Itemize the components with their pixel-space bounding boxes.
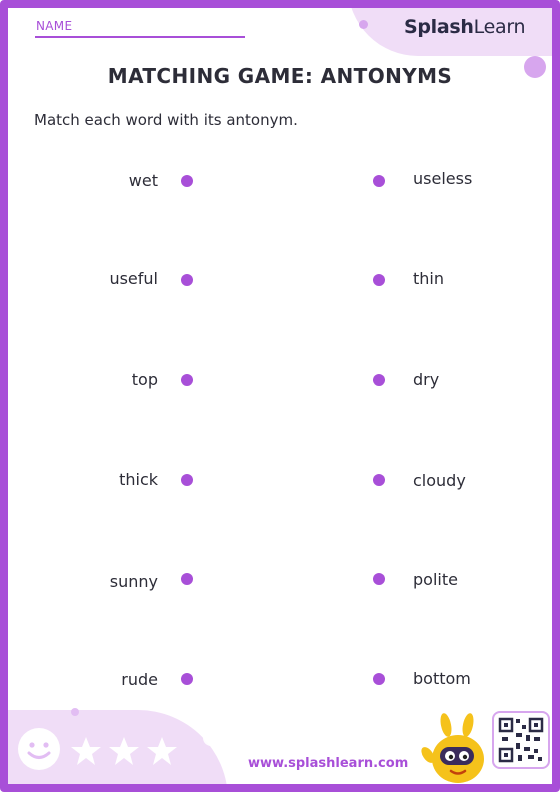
right-match-dot[interactable] xyxy=(373,573,385,585)
name-label: NAME xyxy=(36,19,73,33)
star-icon xyxy=(70,735,102,767)
left-word: top xyxy=(131,370,158,389)
right-word: cloudy xyxy=(413,471,466,490)
right-word: thin xyxy=(413,269,444,288)
right-match-dot[interactable] xyxy=(373,175,385,187)
right-word: bottom xyxy=(413,669,471,688)
right-word: useless xyxy=(413,169,473,188)
left-match-dot[interactable] xyxy=(181,573,193,585)
right-match-dot[interactable] xyxy=(373,374,385,386)
footer-url[interactable]: www.splashlearn.com xyxy=(248,756,409,771)
right-match-dot[interactable] xyxy=(373,673,385,685)
star-icon xyxy=(146,735,178,767)
decorative-dot xyxy=(359,20,368,29)
left-word: wet xyxy=(128,171,158,190)
decorative-dot xyxy=(203,730,219,746)
right-word: polite xyxy=(413,570,458,589)
page-title: MATCHING GAME: ANTONYMS xyxy=(107,64,453,88)
left-word: rude xyxy=(121,670,158,689)
right-match-dot[interactable] xyxy=(373,274,385,286)
brand-thin: Learn xyxy=(473,16,526,38)
left-match-dot[interactable] xyxy=(181,274,193,286)
left-word: useful xyxy=(109,269,158,288)
instructions: Match each word with its antonym. xyxy=(34,111,298,129)
decorative-dot xyxy=(71,708,79,716)
right-match-dot[interactable] xyxy=(373,474,385,486)
right-word: dry xyxy=(413,370,440,389)
left-match-dot[interactable] xyxy=(181,374,193,386)
splashlearn-logo xyxy=(404,16,525,38)
left-word: thick xyxy=(119,470,158,489)
star-icon xyxy=(108,735,140,767)
left-match-dot[interactable] xyxy=(181,673,193,685)
smiley-icon xyxy=(16,726,62,772)
mascot-icon xyxy=(420,711,496,787)
qr-code-icon xyxy=(492,711,550,769)
name-field-line[interactable] xyxy=(35,36,245,38)
brand-bold: Splash xyxy=(404,16,474,38)
left-match-dot[interactable] xyxy=(181,175,193,187)
left-match-dot[interactable] xyxy=(181,474,193,486)
left-word: sunny xyxy=(109,572,158,591)
